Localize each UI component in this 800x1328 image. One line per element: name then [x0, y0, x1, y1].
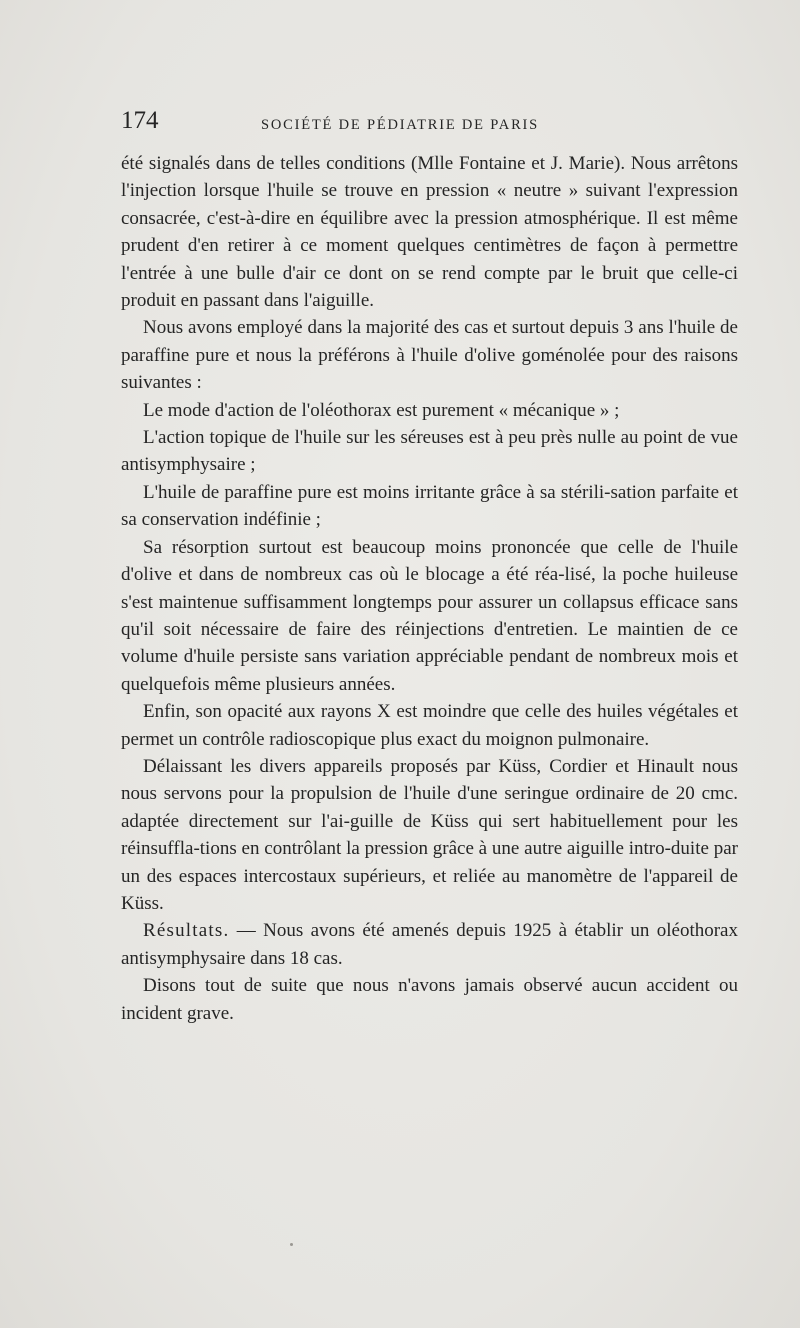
- paragraph-reason-mechanical: Le mode d'action de l'oléothorax est purement « mécanique » ;: [143, 399, 620, 421]
- paragraph-paraffin-choice: Nous avons employé dans la majorité des cas et surtout depuis 3 ans l'huile de paraffine pure et nous la préférons à l'huile d'olive goménolée pour des raisons suivantes :: [121, 317, 738, 394]
- paragraph-results: [121, 917, 738, 972]
- paragraph-closing: Disons tout de suite que nous n'avons jamais observé aucun accident ou incident grave.: [121, 975, 738, 1024]
- results-heading: Résultats.: [143, 920, 230, 942]
- paragraph-reason-resorption: Sa résorption surtout est beaucoup moins prononcée que celle de l'huile d'olive et dans de nombreux cas où le blocage a été réa-lisé, la poche huileuse s'est maintenue suffisamment longtemps pour assurer un collapsus efficace sans qu'il soit nécessaire de faire des réinjections d'entretien. Le maintien de ce volume d'huile persiste sans variation appréciable pendant de nombreux mois et quelquefois même plusieurs années.: [121, 536, 738, 695]
- page-header: [121, 107, 738, 147]
- paper-speck: [290, 1243, 293, 1246]
- running-head: SOCIÉTÉ DE PÉDIATRIE DE PARIS: [261, 117, 540, 133]
- paragraph-continuation: été signalés dans de telles conditions (Mlle Fontaine et J. Marie). Nous arrêtons l'injection lorsque l'huile se trouve en pression « neutre » suivant l'expression consacrée, c'est-à-dire en équilibre avec la pression atmosphérique. Il est même prudent d'en retirer à ce moment quelques centimètres de façon à permettre l'entrée à une bulle d'air ce dont on se rend compte par le bruit que celle-ci produit en passant dans l'aiguille.: [121, 153, 738, 312]
- body-text: [121, 150, 738, 1027]
- paragraph-apparatus: Délaissant les divers appareils proposés par Küss, Cordier et Hinault nous nous servons pour la propulsion de l'huile d'une seringue ordinaire de 20 cmc. adaptée directement sur l'ai-guille de Küss qui sert habituellement pour les réinsuffla-tions en contrôlant la pression grâce à une autre aiguille intro-duite par un des espaces intercostaux supérieurs, et reliée au manomètre de l'appareil de Küss.: [121, 755, 738, 914]
- paragraph-reason-opacity: Enfin, son opacité aux rayons X est moindre que celle des huiles végétales et permet un contrôle radioscopique plus exact du moignon pulmonaire.: [121, 701, 738, 750]
- page-number: 174: [121, 107, 159, 134]
- paragraph-reason-irritation: L'huile de paraffine pure est moins irritante grâce à sa stérili-sation parfaite et sa conservation indéfinie ;: [121, 481, 738, 531]
- paragraph-reason-topical: L'action topique de l'huile sur les séreuses est à peu près nulle au point de vue antisymphysaire ;: [121, 427, 738, 476]
- results-text: — Nous avons été amenés depuis 1925 à établir un oléothorax antisymphysaire dans 18 cas.: [121, 920, 738, 969]
